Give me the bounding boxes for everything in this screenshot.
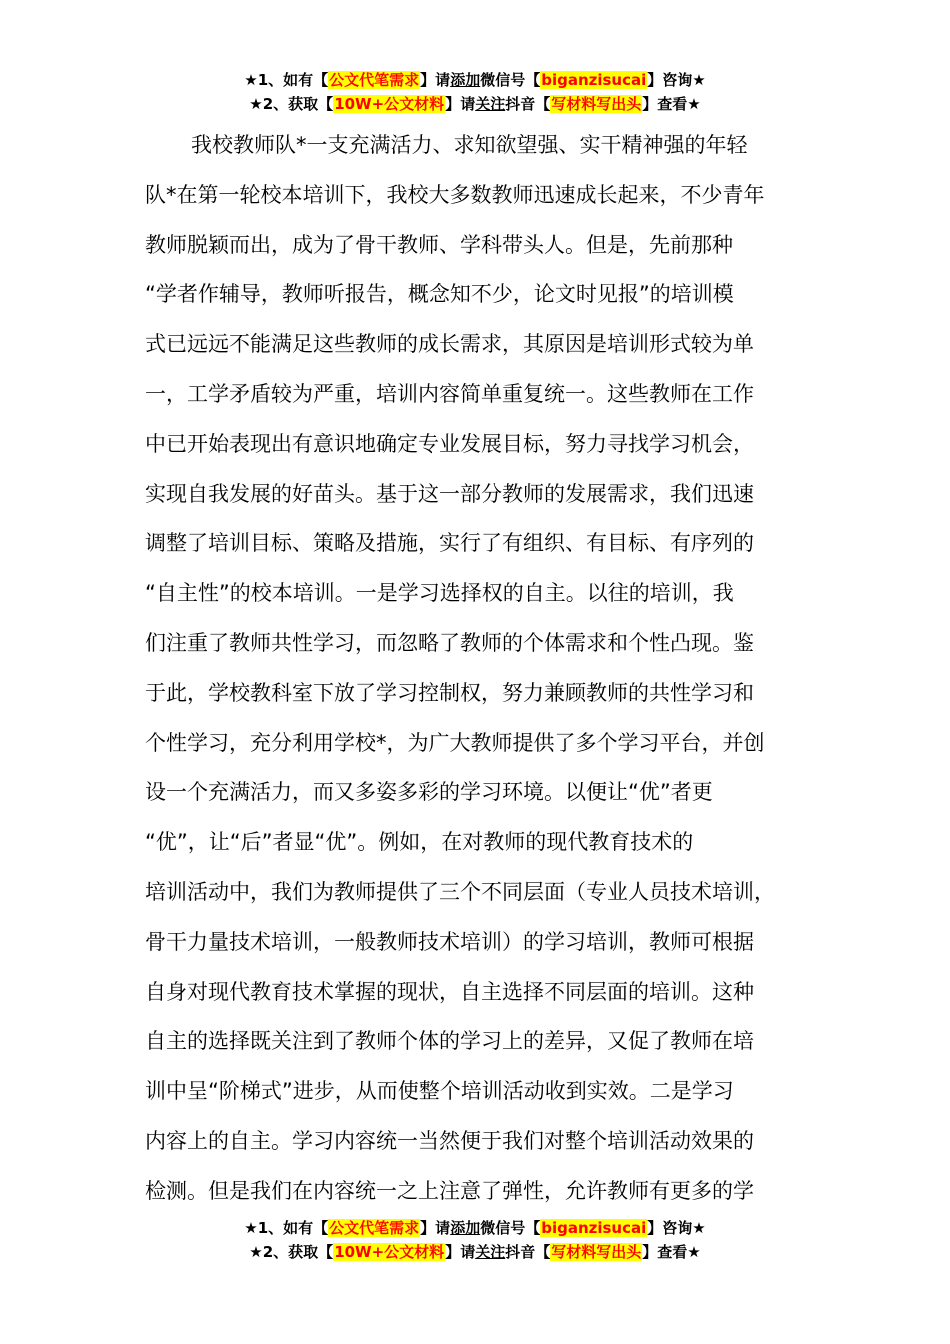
body-line: 培训活动中，我们为教师提供了三个不同层面（专业人员技术培训， [145, 879, 775, 904]
body-line: 们注重了教师共性学习，而忽略了教师的个体需求和个性凸现。鉴 [145, 630, 754, 655]
body-line: 实现自我发展的好苗头。基于这一部分教师的发展需求，我们迅速 [145, 481, 754, 506]
banner-text: 】请 [420, 71, 451, 89]
banner-text: 】咨询★ [647, 1219, 706, 1237]
banner-text: ★2、获取【 [249, 1243, 334, 1261]
body-line: 调整了培训目标、策略及措施，实行了有组织、有目标、有序列的 [145, 531, 754, 556]
banner-text: ★2、获取【 [249, 95, 334, 113]
body-line: 内容上的自主。学习内容统一当然便于我们对整个培训活动效果的 [145, 1128, 754, 1153]
banner-line-1 [0, 68, 950, 92]
body-line: 自主的选择既关注到了教师个体的学习上的差异，又促了教师在培 [145, 1029, 754, 1054]
banner-underlined: 关注 [475, 95, 506, 113]
banner-highlight: 公文代笔需求 [329, 1219, 420, 1237]
body-line: 训中呈“阶梯式”进步，从而使整个培训活动收到实效。二是学习 [145, 1079, 734, 1104]
banner-text: ★1、如有【 [244, 71, 329, 89]
bottom-banner [0, 1216, 950, 1264]
banner-underlined: 关注 [475, 1243, 506, 1261]
banner-line-2 [0, 92, 950, 116]
banner-text: 】咨询★ [647, 71, 706, 89]
body-line: 中已开始表现出有意识地确定专业发展目标，努力寻找学习机会， [145, 431, 754, 456]
body-line: 教师脱颖而出，成为了骨干教师、学科带头人。但是，先前那种 [145, 232, 733, 257]
banner-highlight: biganzisucai [541, 1219, 647, 1237]
body-line: 我校教师队*一支充满活力、求知欲望强、实干精神强的年轻 [191, 133, 748, 157]
banner-text: 】查看★ [642, 95, 701, 113]
banner-underlined: 添加 [450, 71, 481, 89]
banner-text: 微信号【 [480, 71, 541, 89]
body-line: 自身对现代教育技术掌握的现状，自主选择不同层面的培训。这种 [145, 979, 754, 1004]
body-paragraph [145, 121, 815, 1217]
body-line: 队*在第一轮校本培训下，我校大多数教师迅速成长起来，不少青年 [145, 182, 765, 207]
banner-text: ★1、如有【 [244, 1219, 329, 1237]
banner-text: 】查看★ [642, 1243, 701, 1261]
banner-highlight: biganzisucai [541, 71, 647, 89]
body-line: 于此，学校教科室下放了学习控制权，努力兼顾教师的共性学习和 [145, 680, 754, 705]
banner-line-1 [0, 1216, 950, 1240]
body-line: 个性学习，充分利用学校*，为广大教师提供了多个学习平台，并创 [145, 730, 765, 755]
banner-line-2 [0, 1240, 950, 1264]
body-line: 检测。但是我们在内容统一之上注意了弹性，允许教师有更多的学 [145, 1178, 754, 1203]
banner-highlight: 10W+公文材料 [334, 95, 445, 113]
banner-highlight: 写材料写出头 [551, 95, 642, 113]
body-line: “自主性”的校本培训。一是学习选择权的自主。以往的培训，我 [145, 581, 734, 606]
body-line: 设一个充满活力，而又多姿多彩的学习环境。以便让“优”者更 [145, 780, 713, 805]
top-banner [0, 68, 950, 116]
banner-text: 抖音【 [505, 1243, 551, 1261]
body-line: 骨干力量技术培训，一般教师技术培训）的学习培训，教师可根据 [145, 929, 754, 954]
banner-text: 】请 [420, 1219, 451, 1237]
body-line: “学者作辅导，教师听报告，概念知不少，论文时见报”的培训模 [145, 282, 734, 307]
banner-text: 抖音【 [505, 95, 551, 113]
banner-text: 】请 [445, 95, 476, 113]
body-line: 式已远远不能满足这些教师的成长需求，其原因是培训形式较为单 [145, 332, 754, 357]
banner-highlight: 10W+公文材料 [334, 1243, 445, 1261]
body-line: “优”，让“后”者显“优”。例如，在对教师的现代教育技术的 [145, 830, 694, 855]
banner-highlight: 公文代笔需求 [329, 71, 420, 89]
banner-text: 微信号【 [480, 1219, 541, 1237]
body-line: 一，工学矛盾较为严重，培训内容简单重复统一。这些教师在工作 [145, 381, 754, 406]
banner-underlined: 添加 [450, 1219, 481, 1237]
banner-highlight: 写材料写出头 [551, 1243, 642, 1261]
banner-text: 】请 [445, 1243, 476, 1261]
